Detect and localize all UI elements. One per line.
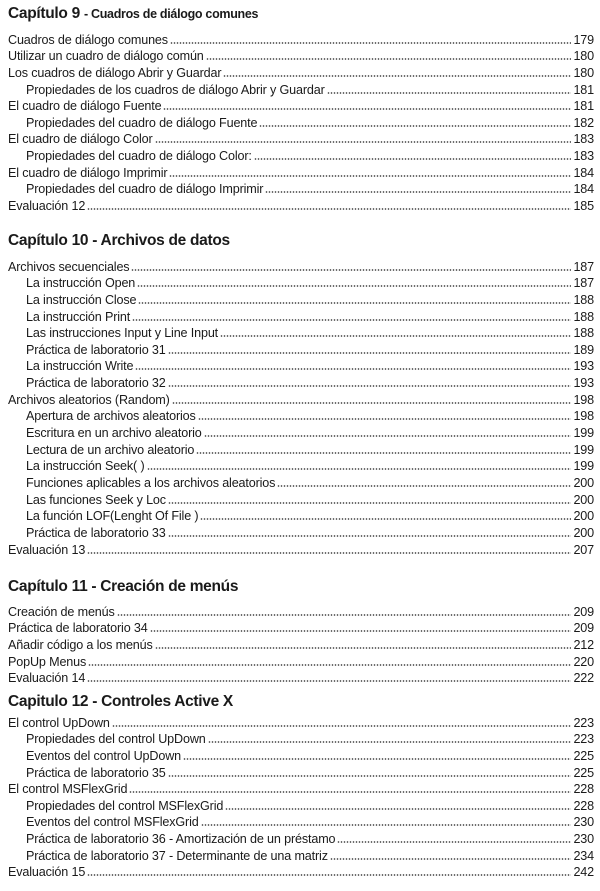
dot-leader [168, 775, 572, 777]
toc-entry [8, 48, 594, 65]
dot-leader [87, 208, 571, 210]
chapter-title: Capítulo 11 [8, 578, 88, 595]
dot-leader [201, 824, 572, 826]
dot-leader [206, 58, 572, 60]
toc-entry [8, 474, 594, 491]
toc-entry [8, 424, 594, 441]
toc-entry-title: Propiedades del cuadro de diálogo Color: [26, 149, 252, 164]
dot-leader [330, 858, 572, 860]
dot-leader [265, 191, 571, 193]
dot-leader [196, 452, 571, 454]
dot-leader [170, 42, 572, 44]
toc-entry-page: 200 [573, 525, 594, 540]
toc-entry [8, 524, 594, 541]
toc-entry-page: 188 [573, 292, 594, 307]
toc-entry [8, 275, 594, 292]
dot-leader [155, 141, 572, 143]
dot-leader [327, 92, 572, 94]
toc-entry-title: El control UpDown [8, 715, 110, 730]
dot-leader [277, 485, 571, 487]
toc-entry [8, 441, 594, 458]
chapter-9-entries [8, 31, 594, 214]
toc-entry [8, 653, 594, 670]
dot-leader [129, 791, 571, 793]
toc-entry-page: 200 [573, 475, 594, 490]
toc-entry-title: Propiedades del cuadro de diálogo Imprimir [26, 182, 264, 197]
chapter-10-heading [8, 232, 230, 250]
toc-entry [8, 81, 594, 98]
toc-entry-page: 222 [573, 671, 594, 686]
dot-leader [87, 874, 571, 876]
dot-leader [169, 175, 571, 177]
dot-leader [87, 680, 571, 682]
chapter-9-heading [8, 5, 258, 23]
chapter-10-entries [8, 258, 594, 558]
toc-entry [8, 781, 594, 798]
toc-entry [8, 830, 594, 847]
toc-entry-page: 187 [573, 276, 594, 291]
toc-entry [8, 797, 594, 814]
toc-entry [8, 408, 594, 425]
dot-leader [223, 75, 571, 77]
toc-entry-title: Funciones aplicables a los archivos aleatorios [26, 475, 276, 490]
toc-entry-title: Práctica de laboratorio 34 [8, 621, 148, 636]
toc-entry [8, 458, 594, 475]
toc-entry-title: Eventos del control UpDown [26, 748, 182, 763]
dot-leader [254, 158, 572, 160]
toc-entry-title: Las instrucciones Input y Line Input [26, 326, 219, 341]
toc-entry-title: La instrucción Open [26, 276, 136, 291]
toc-entry [8, 864, 594, 881]
chapter-title: Capítulo 10 [8, 232, 89, 249]
toc-entry [8, 31, 594, 48]
toc-entry-page: 242 [573, 865, 594, 880]
toc-entry-page: 185 [573, 199, 594, 214]
toc-entry-title: Propiedades de los cuadros de diálogo Abrir y Guardar [26, 82, 325, 97]
toc-entry [8, 341, 594, 358]
dot-leader [204, 435, 572, 437]
toc-entry [8, 114, 594, 131]
toc-entry-page: 179 [573, 32, 594, 47]
toc-entry-title: Práctica de laboratorio 37 - Determinante de una matriz [26, 848, 328, 863]
dot-leader [150, 630, 572, 632]
toc-entry [8, 374, 594, 391]
toc-entry-title: Añadir código a los menús [8, 637, 153, 652]
toc-entry [8, 131, 594, 148]
toc-entry [8, 325, 594, 342]
toc-entry-page: 198 [573, 409, 594, 424]
toc-entry-page: 199 [573, 442, 594, 457]
toc-entry-title: El cuadro de diálogo Color [8, 132, 153, 147]
toc-entry-page: 188 [573, 326, 594, 341]
toc-entry [8, 491, 594, 508]
toc-entry-page: 199 [573, 426, 594, 441]
toc-entry-page: 181 [573, 99, 594, 114]
toc-entry [8, 308, 594, 325]
dot-leader [172, 402, 572, 404]
toc-entry-title: Creación de menús [8, 604, 115, 619]
dot-leader [168, 502, 572, 504]
toc-entry-page: 228 [573, 782, 594, 797]
chapter-title: Capitulo 12 [8, 693, 89, 710]
chapter-12-heading [8, 693, 233, 711]
toc-entry [8, 731, 594, 748]
dot-leader [137, 285, 571, 287]
toc-entry [8, 98, 594, 115]
toc-entry-title: El cuadro de diálogo Imprimir [8, 165, 168, 180]
toc-entry-title: Práctica de laboratorio 31 [26, 342, 166, 357]
dot-leader [112, 725, 572, 727]
dot-leader [198, 418, 572, 420]
toc-entry [8, 164, 594, 181]
toc-entry-page: 187 [573, 259, 594, 274]
toc-entry-page: 188 [573, 309, 594, 324]
dot-leader [155, 647, 572, 649]
toc-entry [8, 181, 594, 198]
dot-leader [168, 352, 572, 354]
toc-entry-page: 183 [573, 132, 594, 147]
toc-entry-title: Evaluación 14 [8, 671, 86, 686]
dot-leader [259, 125, 571, 127]
toc-entry [8, 747, 594, 764]
dot-leader [208, 741, 572, 743]
toc-entry-page: 209 [573, 604, 594, 619]
toc-entry-title: Práctica de laboratorio 32 [26, 376, 166, 391]
toc-entry-title: Evaluación 13 [8, 542, 86, 557]
toc-entry [8, 508, 594, 525]
toc-entry [8, 847, 594, 864]
toc-entry-page: 180 [573, 49, 594, 64]
toc-entry-page: 184 [573, 182, 594, 197]
chapter-title: Capítulo 9 [8, 5, 80, 22]
toc-entry [8, 620, 594, 637]
toc-entry [8, 147, 594, 164]
toc-entry-page: 184 [573, 165, 594, 180]
toc-entry-title: Apertura de archivos aleatorios [26, 409, 196, 424]
dot-leader [88, 664, 571, 666]
toc-entry-title: Archivos aleatorios (Random) [8, 392, 170, 407]
toc-entry-page: 181 [573, 82, 594, 97]
toc-entry-page: 225 [573, 765, 594, 780]
toc-entry-title: La instrucción Close [26, 292, 137, 307]
toc-entry-page: 198 [573, 392, 594, 407]
toc-entry-title: Las funciones Seek y Loc [26, 492, 166, 507]
toc-entry [8, 64, 594, 81]
toc-entry [8, 197, 594, 214]
toc-entry-title: Propiedades del control UpDown [26, 732, 206, 747]
toc-entry-title: Archivos secuenciales [8, 259, 130, 274]
chapter-12-entries [8, 714, 594, 880]
toc-entry-page: 220 [573, 654, 594, 669]
toc-entry [8, 541, 594, 558]
toc-entry [8, 603, 594, 620]
dot-leader [163, 108, 571, 110]
toc-entry-page: 183 [573, 149, 594, 164]
toc-entry-page: 228 [573, 798, 594, 813]
dot-leader [138, 302, 571, 304]
toc-entry [8, 764, 594, 781]
toc-entry-title: El cuadro de diálogo Fuente [8, 99, 162, 114]
toc-entry-page: 189 [573, 342, 594, 357]
toc-entry-page: 234 [573, 848, 594, 863]
toc-entry-title: Propiedades del control MSFlexGrid [26, 798, 224, 813]
toc-entry-page: 193 [573, 359, 594, 374]
toc-entry [8, 358, 594, 375]
toc-entry-title: PopUp Menus [8, 654, 87, 669]
toc-entry-page: 200 [573, 509, 594, 524]
toc-entry-page: 209 [573, 621, 594, 636]
toc-entry-page: 193 [573, 376, 594, 391]
toc-entry-title: Propiedades del cuadro de diálogo Fuente [26, 115, 258, 130]
toc-entry-title: Práctica de laboratorio 36 - Amortización de un préstamo [26, 832, 336, 847]
toc-entry-page: 212 [573, 637, 594, 652]
toc-entry-title: Los cuadros de diálogo Abrir y Guardar [8, 65, 222, 80]
dot-leader [168, 385, 572, 387]
toc-entry-title: La función LOF(Lenght Of File ) [26, 509, 199, 524]
chapter-subtitle: - Archivos de datos [92, 232, 230, 249]
toc-entry-page: 200 [573, 492, 594, 507]
toc-entry [8, 670, 594, 687]
toc-entry-title: Evaluación 12 [8, 199, 86, 214]
toc-entry-title: La instrucción Write [26, 359, 134, 374]
dot-leader [183, 758, 571, 760]
toc-entry-page: 225 [573, 748, 594, 763]
chapter-11-heading [8, 578, 238, 596]
toc-entry-title: El control MSFlexGrid [8, 782, 128, 797]
toc-entry [8, 391, 594, 408]
toc-entry-page: 230 [573, 815, 594, 830]
toc-entry-title: La instrucción Seek( ) [26, 459, 145, 474]
toc-entry [8, 636, 594, 653]
chapter-11-entries [8, 603, 594, 686]
chapter-subtitle: - Creación de menús [91, 578, 239, 595]
toc-entry-title: Lectura de un archivo aleatorio [26, 442, 195, 457]
toc-entry [8, 814, 594, 831]
toc-entry-page: 230 [573, 832, 594, 847]
dot-leader [132, 319, 571, 321]
toc-entry [8, 714, 594, 731]
toc-entry-title: Escritura en un archivo aleatorio [26, 426, 202, 441]
toc-entry [8, 291, 594, 308]
toc-entry-title: Práctica de laboratorio 33 [26, 525, 166, 540]
toc-entry-title: Cuadros de diálogo comunes [8, 32, 168, 47]
toc-entry-title: Evaluación 15 [8, 865, 86, 880]
dot-leader [168, 535, 572, 537]
dot-leader [200, 518, 571, 520]
dot-leader [135, 368, 571, 370]
chapter-subtitle: - Cuadros de diálogo comunes [83, 7, 259, 21]
toc-entry-title: Eventos del control MSFlexGrid [26, 815, 199, 830]
dot-leader [87, 552, 571, 554]
dot-leader [131, 269, 571, 271]
dot-leader [147, 468, 572, 470]
dot-leader [117, 614, 572, 616]
toc-entry-title: La instrucción Print [26, 309, 131, 324]
toc-entry [8, 258, 594, 275]
chapter-subtitle: - Controles Active X [92, 693, 233, 710]
toc-entry-title: Práctica de laboratorio 35 [26, 765, 166, 780]
dot-leader [337, 841, 571, 843]
dot-leader [220, 335, 571, 337]
toc-entry-page: 199 [573, 459, 594, 474]
toc-entry-page: 223 [573, 715, 594, 730]
toc-entry-title: Utilizar un cuadro de diálogo común [8, 49, 204, 64]
toc-entry-page: 207 [573, 542, 594, 557]
dot-leader [225, 808, 571, 810]
toc-entry-page: 182 [573, 115, 594, 130]
toc-entry-page: 223 [573, 732, 594, 747]
toc-entry-page: 180 [573, 65, 594, 80]
